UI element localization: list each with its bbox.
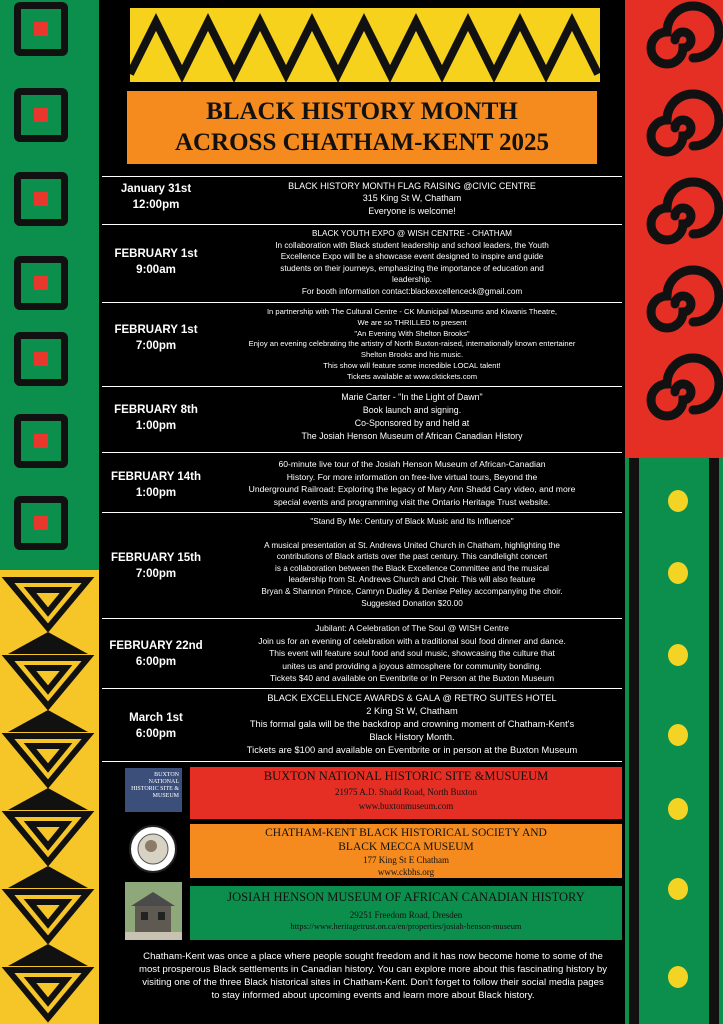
museum-website[interactable]: www.buxtonmuseum.com bbox=[358, 801, 454, 811]
event-time: 1:00pm bbox=[135, 487, 177, 499]
event-row bbox=[102, 514, 622, 618]
event-time: 12:00pm bbox=[132, 199, 180, 211]
page-title-line1: BLACK HISTORY MONTH bbox=[206, 98, 518, 125]
square-motif bbox=[14, 256, 68, 310]
dot bbox=[668, 724, 688, 746]
event-detail: leadership. bbox=[391, 275, 433, 285]
museum-name: JOSIAH HENSON MUSEUM OF AFRICAN CANADIAN HISTORY bbox=[227, 890, 585, 904]
divider bbox=[102, 224, 622, 225]
event-title: "An Evening With Shelton Brooks" bbox=[354, 328, 470, 338]
right-green-panel bbox=[625, 458, 723, 1024]
event-title: Jubilant: A Celebration of The Soul @ WISH Centre bbox=[315, 623, 509, 633]
ckbhs-seal-icon bbox=[125, 824, 182, 874]
event-detail: 315 King St W, Chatham bbox=[362, 193, 462, 204]
stripe bbox=[629, 458, 639, 1024]
event-detail: Bryan & Shannon Prince, Camryn Dudley & Denise Pelley accompanying the choir. bbox=[261, 586, 563, 596]
event-date: FEBRUARY 8th bbox=[114, 404, 198, 416]
event-detail: In collaboration with Black student leadership and school leaders, the Youth bbox=[275, 240, 549, 250]
event-time: 1:00pm bbox=[135, 420, 177, 432]
event-row bbox=[102, 454, 622, 512]
square-motif bbox=[14, 2, 68, 56]
divider bbox=[102, 452, 622, 453]
event-detail: students on their journeys, emphasizing the importance of education and bbox=[280, 263, 544, 273]
event-row bbox=[102, 690, 622, 760]
event-date: March 1st bbox=[129, 712, 183, 724]
event-row bbox=[102, 226, 622, 302]
square-motif bbox=[14, 332, 68, 386]
dot bbox=[668, 966, 688, 988]
museum-building-icon bbox=[125, 882, 182, 940]
event-detail: In partnership with The Cultural Centre - CK Municipal Museums and Kiwanis Theatre, bbox=[266, 307, 558, 316]
dot bbox=[668, 644, 688, 666]
event-date: FEBRUARY 22nd bbox=[109, 640, 203, 652]
event-detail: The Josiah Henson Museum of African Canadian History bbox=[301, 431, 523, 441]
event-date: FEBRUARY 1st bbox=[114, 248, 198, 260]
square-motif bbox=[14, 172, 68, 226]
event-detail: Excellence Expo will be a showcase event designed to inspire and guide bbox=[280, 252, 544, 262]
zigzag-banner bbox=[130, 8, 600, 82]
left-green-panel bbox=[0, 0, 99, 570]
museum-card-ckbhs bbox=[190, 824, 622, 878]
stripe bbox=[709, 458, 719, 1024]
event-time: 7:00pm bbox=[135, 340, 177, 352]
square-motif bbox=[14, 88, 68, 142]
triangle-motif-icon bbox=[0, 570, 99, 1024]
museum-name: BUXTON NATIONAL HISTORIC SITE &MUSUEUM bbox=[263, 769, 549, 783]
event-detail: Underground Railroad: Exploring the legacy of Mary Ann Shadd Cary video, and more bbox=[248, 484, 576, 494]
event-title: BLACK HISTORY MONTH FLAG RAISING @CIVIC CENTRE bbox=[288, 181, 536, 191]
dot bbox=[668, 562, 688, 584]
museum-address: 177 King St E Chatham bbox=[363, 855, 449, 865]
ckbhs-logo bbox=[125, 824, 182, 874]
event-row bbox=[102, 620, 622, 688]
right-red-panel bbox=[625, 0, 723, 458]
event-title: BLACK YOUTH EXPO @ WISH CENTRE - CHATHAM bbox=[312, 229, 512, 238]
event-detail: Co-Sponsored by and held at bbox=[354, 418, 470, 428]
event-date: FEBRUARY 1st bbox=[114, 324, 198, 336]
event-row bbox=[102, 388, 622, 452]
divider bbox=[102, 386, 622, 387]
left-yellow-panel bbox=[0, 570, 99, 1024]
museum-website[interactable]: www.ckbhs.org bbox=[377, 867, 435, 877]
event-detail: We are so THRILLED to present bbox=[357, 317, 467, 327]
event-time: 6:00pm bbox=[135, 656, 177, 668]
josiah-henson-museum-photo bbox=[125, 882, 182, 940]
event-date: January 31st bbox=[120, 183, 192, 195]
divider bbox=[102, 688, 622, 689]
museum-name: CHATHAM-KENT BLACK HISTORICAL SOCIETY AND bbox=[265, 827, 547, 839]
event-row bbox=[102, 304, 622, 386]
event-detail: History. For more information on free-live virtual tours, Beyond the bbox=[286, 471, 538, 482]
event-time: 9:00am bbox=[136, 264, 176, 276]
event-detail: Tickets are $100 and available on Eventbrite or in person at the Buxton Museum bbox=[246, 745, 578, 755]
event-date: FEBRUARY 14th bbox=[110, 471, 202, 483]
event-detail: Everyone is welcome! bbox=[368, 205, 456, 216]
divider bbox=[102, 176, 622, 177]
dot bbox=[668, 490, 688, 512]
event-row bbox=[102, 178, 622, 224]
event-detail: leadership from St. Andrews Church and Choir. This will also feature bbox=[288, 575, 536, 585]
museum-address: 21975 A.D. Shadd Road, North Buxton bbox=[334, 787, 477, 797]
event-detail: Book launch and signing. bbox=[362, 405, 462, 415]
event-detail: special events and programming visit the Ontario Heritage Trust website. bbox=[273, 496, 551, 507]
event-title: "Stand By Me: Century of Black Music and Its Influence" bbox=[310, 517, 514, 526]
dot bbox=[668, 798, 688, 820]
dot bbox=[668, 878, 688, 900]
event-detail: unites us and providing a joyous atmosphere for community bonding. bbox=[282, 660, 542, 671]
event-title: BLACK EXCELLENCE AWARDS & GALA @ RETRO SUITES HOTEL bbox=[267, 693, 557, 703]
event-detail: 2 King St W, Chatham bbox=[366, 706, 458, 716]
left-decorative-border bbox=[0, 0, 99, 1024]
event-detail: Join us for an evening of celebration with a traditional soul food dinner and dance. bbox=[258, 635, 566, 646]
event-detail: Suggested Donation $20.00 bbox=[361, 598, 463, 608]
event-date: FEBRUARY 15th bbox=[110, 552, 202, 564]
event-detail: This show will feature some incredible LOCAL talent! bbox=[323, 360, 501, 370]
event-detail: Shelton Brooks and his music. bbox=[360, 350, 464, 360]
spiral-motif-icon bbox=[625, 0, 723, 458]
museum-card-buxton bbox=[190, 767, 622, 819]
museum-name-line2: BLACK MECCA MUSEUM bbox=[338, 841, 474, 853]
event-detail: is a collaboration between the Black Excellence Committee and the musical bbox=[275, 563, 549, 573]
page-title-line2: ACROSS CHATHAM-KENT 2025 bbox=[174, 129, 550, 156]
event-detail: This formal gala will be the backdrop and crowning moment of Chatham-Kent's bbox=[249, 719, 575, 729]
event-detail: For booth information contact:blackexcellenceck@gmail.com bbox=[301, 286, 523, 296]
event-detail: This event will feature soul food and soul music, showcasing the culture that bbox=[269, 648, 555, 659]
divider bbox=[102, 512, 622, 513]
event-detail: contributions of Black artists over the past century. This candlelight concert bbox=[276, 552, 548, 562]
event-detail: Tickets $40 and available on Eventbrite or In Person at the Buxton Museum bbox=[269, 673, 555, 684]
museum-website[interactable]: https://www.heritagetrust.on.ca/en/properties/josiah-henson-museum bbox=[290, 922, 522, 931]
divider bbox=[102, 302, 622, 303]
event-detail: A musical presentation at St. Andrews United Church in Chatham, highlighting the bbox=[264, 540, 560, 550]
event-detail: Tickets available at www.cktickets.com bbox=[346, 371, 478, 381]
title-banner bbox=[127, 91, 597, 164]
divider bbox=[102, 761, 622, 762]
event-detail: Enjoy an evening celebrating the artistry of North Buxton-raised, internationally known entertainer bbox=[248, 339, 576, 349]
event-time: 7:00pm bbox=[135, 568, 177, 580]
event-detail: 60-minute live tour of the Josiah Henson Museum of African-Canadian bbox=[278, 459, 546, 469]
zigzag-icon bbox=[130, 8, 600, 82]
divider bbox=[102, 618, 622, 619]
event-time: 6:00pm bbox=[135, 728, 177, 740]
museum-address: 29251 Freedom Road, Dresden bbox=[349, 910, 463, 920]
museum-card-josiah-henson bbox=[190, 886, 622, 940]
square-motif bbox=[14, 414, 68, 468]
footer-text: Chatham-Kent was once a place where people sought freedom and it has now become home to some of the most prosperous Black settlements in Canadian history. You can explore more about this fascinating history by visiting one of the three Black historical sites in Chatham-Kent. Don't forget to follow their social media pages to stay informed about upcoming events and learn more about Black history. bbox=[138, 951, 608, 1001]
event-detail: Black History Month. bbox=[369, 732, 455, 742]
event-title: Marie Carter - "In the Light of Dawn" bbox=[341, 392, 483, 402]
square-motif bbox=[14, 496, 68, 550]
buxton-museum-logo: BUXTON NATIONAL HISTORIC SITE & MUSEUM bbox=[125, 768, 182, 812]
